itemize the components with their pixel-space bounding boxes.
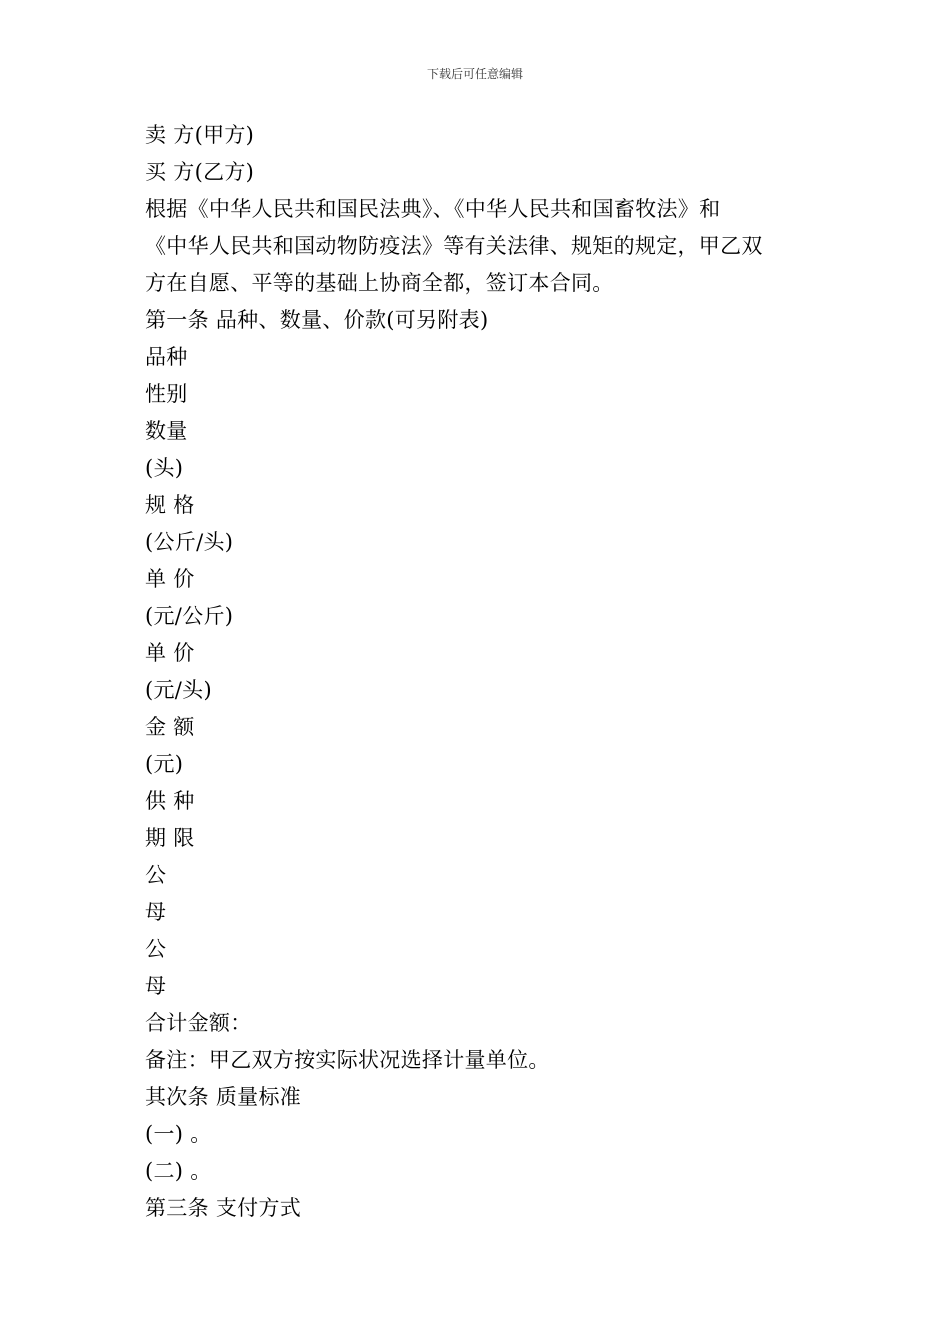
table-item: (元/头)	[145, 678, 212, 702]
table-item: 数量	[145, 419, 188, 443]
table-item: (元)	[145, 752, 184, 776]
table-item: 性别	[145, 382, 188, 406]
article-2-item: (二) 。	[145, 1159, 212, 1183]
article-3-title: 第三条 支付方式	[145, 1196, 302, 1220]
table-item: (头)	[145, 456, 184, 480]
table-item: (元/公斤)	[145, 604, 234, 628]
table-item: 母	[145, 974, 167, 998]
preamble-paragraph	[145, 191, 810, 302]
table-item: (公斤/头)	[145, 530, 234, 554]
table-item: 期 限	[145, 826, 195, 850]
table-item: 规 格	[145, 493, 195, 517]
document-body	[145, 117, 810, 1227]
article-1-title: 第一条 品种、数量、价款(可另附表)	[145, 308, 489, 332]
preamble-line-1: 根据《中华人民共和国民法典》、《中华人民共和国畜牧法》和	[145, 197, 721, 221]
table-item: 公	[145, 863, 167, 887]
table-item: 母	[145, 900, 167, 924]
note-line: 备注：甲乙双方按实际状况选择计量单位。	[145, 1048, 550, 1072]
article-2-title: 其次条 质量标准	[145, 1085, 302, 1109]
total-amount-line: 合计金额：	[145, 1011, 252, 1035]
preamble-line-3: 方在自愿、平等的基础上协商全都，签订本合同。	[145, 271, 614, 295]
table-item: 品种	[145, 345, 188, 369]
table-item: 金 额	[145, 715, 195, 739]
article-2-item: (一) 。	[145, 1122, 212, 1146]
table-item: 公	[145, 937, 167, 961]
buyer-line: 买 方(乙方)	[145, 160, 255, 184]
page-header: 下载后可任意编辑	[426, 67, 523, 81]
table-item: 单 价	[145, 567, 195, 591]
preamble-line-2: 《中华人民共和国动物防疫法》等有关法律、规矩的规定，甲乙双	[145, 234, 763, 258]
table-item: 供 种	[145, 789, 195, 813]
seller-line: 卖 方(甲方)	[145, 123, 255, 147]
table-item: 单 价	[145, 641, 195, 665]
